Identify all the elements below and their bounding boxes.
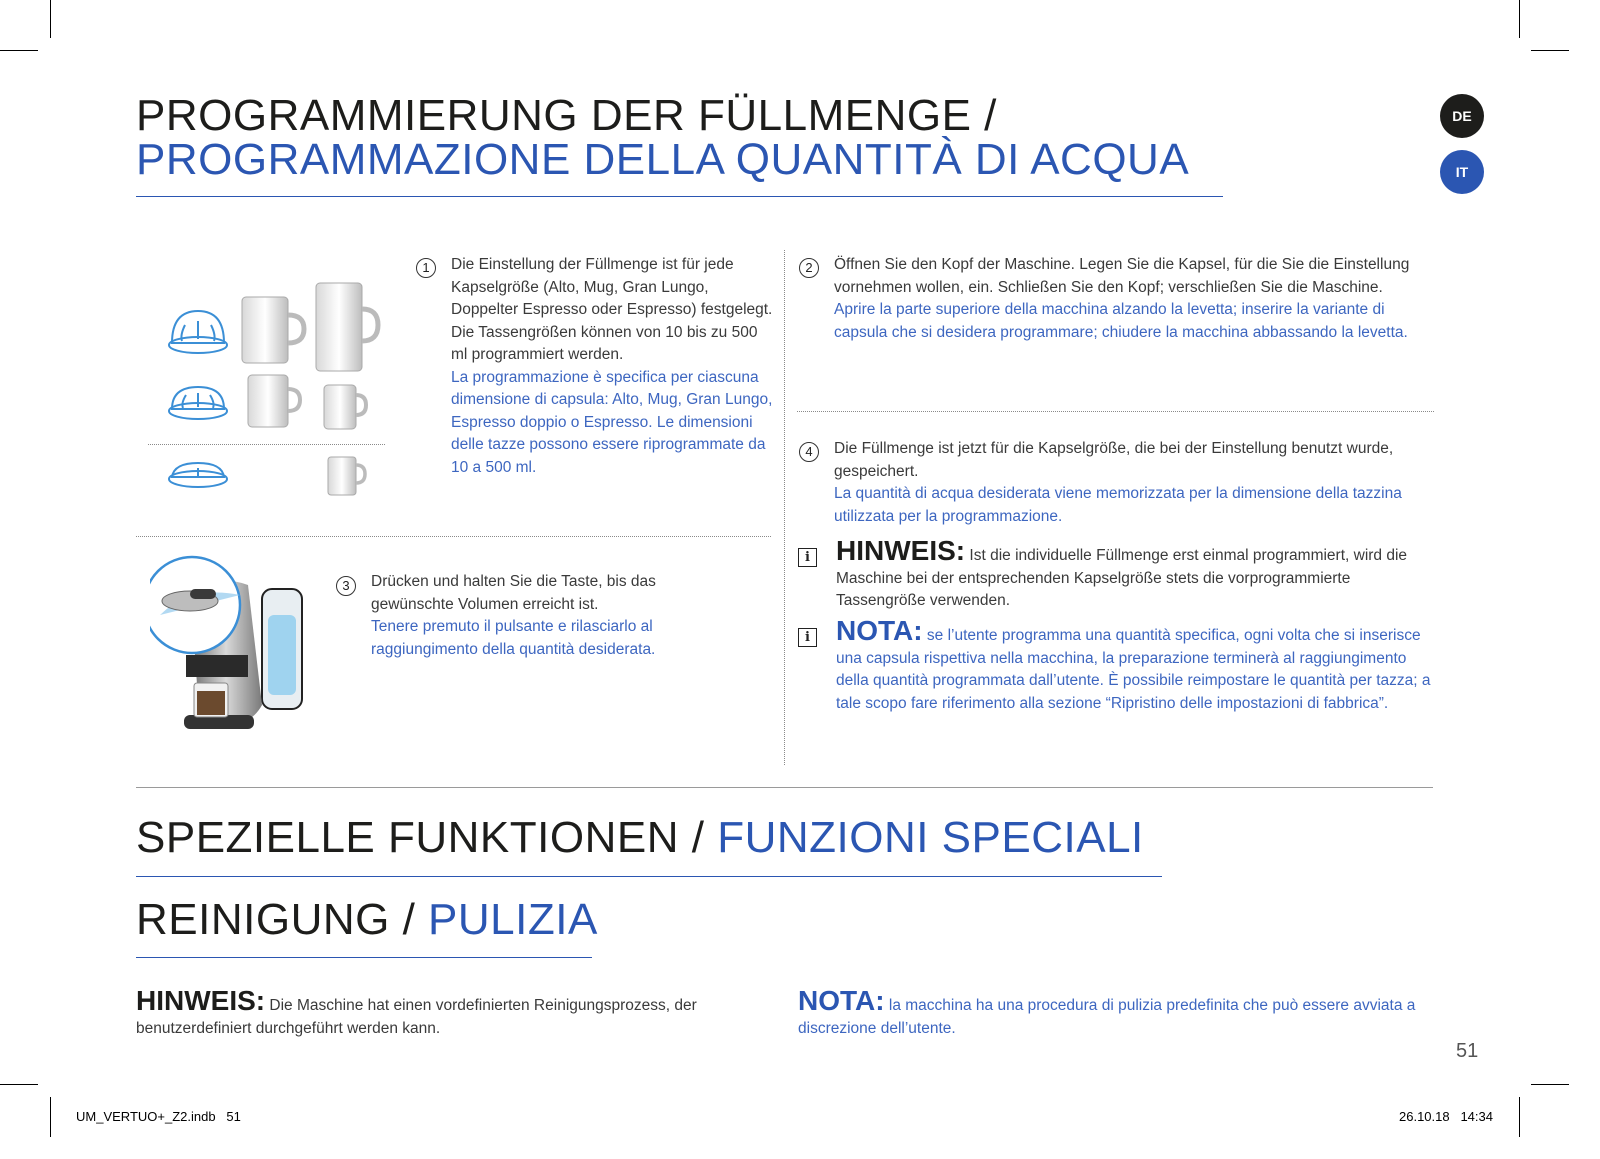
step-3-text — [371, 571, 711, 661]
cleaning-nota — [798, 985, 1428, 1040]
language-tab-de[interactable]: DE — [1440, 94, 1484, 138]
info-icon: i — [798, 548, 817, 567]
step-2-divider — [797, 411, 1434, 412]
step-4-text — [834, 438, 1424, 528]
step-2-de: Öffnen Sie den Kopf der Maschine. Legen Sie die Kapsel, für die Sie die Einstellung vornehmen wollen, ein. Schließen Sie den Kopf; verschließen Sie die Maschine. — [834, 256, 1410, 296]
cleaning-de: REINIGUNG / — [136, 895, 416, 944]
special-functions-it: FUNZIONI SPECIALI — [717, 813, 1144, 862]
coffee-machine-illustration — [150, 555, 310, 740]
cleaning-it: PULIZIA — [428, 895, 598, 944]
cleaning-hinweis-label: HINWEIS: — [136, 985, 266, 1016]
column-divider — [784, 250, 785, 765]
footer-date: 26.10.18 14:34 — [1399, 1109, 1493, 1124]
capsule-alto-icon — [169, 311, 227, 353]
section-title-it: PROGRAMMAZIONE DELLA QUANTITÀ DI ACQUA — [136, 135, 1190, 184]
step-1-it: La programmazione è specifica per ciascuna dimensione di capsula: Alto, Mug, Gran Lungo, Espresso doppio o Espresso. Le dimensioni delle tazze possono essere riprogrammate da 10 a 500 ml. — [451, 368, 773, 476]
step-4-de: Die Füllmenge ist jetzt für die Kapselgröße, die bei der Einstellung benutzt wurde, gespeichert. — [834, 440, 1394, 480]
section-title-de: PROGRAMMIERUNG DER FÜLLMENGE / — [136, 91, 997, 140]
capsule-mug-icon — [169, 387, 227, 419]
page-number: 51 — [1456, 1040, 1479, 1062]
capsule-espresso-icon — [169, 463, 227, 487]
title-underline — [136, 196, 1223, 197]
step-1-divider — [136, 536, 771, 537]
language-tab-it[interactable]: IT — [1440, 150, 1484, 194]
hinweis-label: HINWEIS: — [836, 535, 966, 566]
special-functions-title — [136, 814, 1144, 862]
step-2-it: Aprire la parte superiore della macchina alzando la levetta; inserire la variante di capsula che si desidera programmare; chiudere la macchina abbassando la levetta. — [834, 301, 1408, 341]
cleaning-nota-label: NOTA: — [798, 985, 885, 1016]
step-4-number: 4 — [799, 442, 819, 462]
step-1-de: Die Einstellung der Füllmenge ist für jede Kapselgröße (Alto, Mug, Gran Lungo, Doppelter Espresso oder Espresso) festgelegt. Die Tassengrößen können von 10 bis zu 500 ml programmiert werden. — [451, 256, 773, 363]
step-2-text — [834, 254, 1434, 344]
capsule-cup-illustration — [150, 275, 395, 510]
step-2-number: 2 — [799, 258, 819, 278]
special-functions-underline — [136, 876, 1162, 877]
step-3-number: 3 — [336, 576, 356, 596]
step-3-de: Drücken und halten Sie die Taste, bis das gewünschte Volumen erreicht ist. — [371, 573, 656, 613]
illustration-divider — [148, 444, 385, 445]
section-divider — [136, 787, 1433, 788]
nota-note — [836, 615, 1432, 715]
hinweis-text: Ist die individuelle Füllmenge erst einmal programmiert, wird die Maschine bei der entsprechenden Kapselgröße stets die vorprogrammierte Tassengröße verwenden. — [836, 547, 1408, 609]
cleaning-hinweis — [136, 985, 746, 1040]
special-functions-de: SPEZIELLE FUNKTIONEN / — [136, 813, 705, 862]
cleaning-underline — [136, 957, 592, 958]
cleaning-nota-text: la macchina ha una procedura di pulizia predefinita che può essere avviata a discrezione dell’utente. — [798, 997, 1416, 1037]
nota-label: NOTA: — [836, 615, 923, 646]
cup-icon — [242, 283, 378, 495]
nota-text: se l’utente programma una quantità specifica, ogni volta che si inserisce una capsula rispettiva nella macchina, la preparazione terminerà al raggiungimento della quantità programmata dall’utente. È possibile reimpostare le quantità per tazza; a tale scopo fare riferimento alla sezione “Ripristino delle impostazioni di fabbrica”. — [836, 627, 1431, 712]
cleaning-title — [136, 896, 598, 944]
step-1-number: 1 — [416, 258, 436, 278]
cleaning-hinweis-text: Die Maschine hat einen vordefinierten Reinigungsprozess, der benutzerdefiniert durchgeführt werden kann. — [136, 997, 697, 1037]
step-4-it: La quantità di acqua desiderata viene memorizzata per la dimensione della tazzina utilizzata per la programmazione. — [834, 485, 1402, 525]
footer-file: UM_VERTUO+_Z2.indb 51 — [76, 1109, 241, 1124]
step-3-it: Tenere premuto il pulsante e rilasciarlo al raggiungimento della quantità desiderata. — [371, 618, 656, 658]
step-1-text — [451, 254, 773, 479]
hinweis-note — [836, 535, 1432, 613]
info-icon: i — [798, 628, 817, 647]
